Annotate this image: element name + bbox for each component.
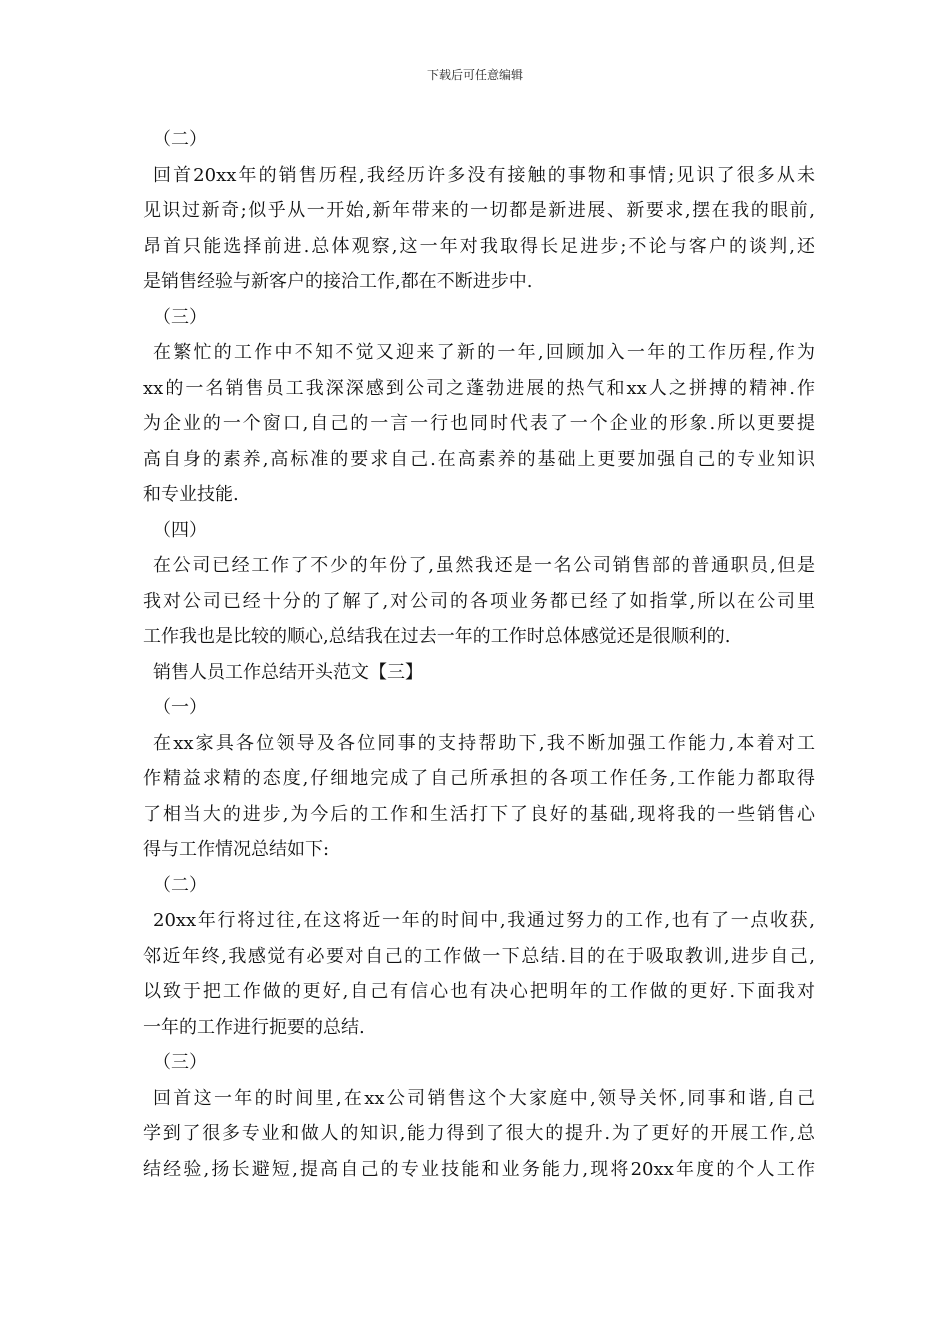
text-line: 昂首只能选择前进.总体观察,这一年对我取得长足进步;不论与客户的谈判,还 — [143, 235, 815, 257]
text-line: 在xx家具各位领导及各位同事的支持帮助下,我不断加强工作能力,本着对工 — [153, 732, 815, 754]
text-line: 和专业技能. — [143, 484, 239, 505]
text-line: （三） — [153, 1052, 207, 1073]
text-line: 一年的工作进行扼要的总结. — [143, 1016, 365, 1038]
text-line: 以致于把工作做的更好,自己有信心也有决心把明年的工作做的更好.下面我对 — [143, 981, 815, 1002]
text-line: 是销售经验与新客户的接洽工作,都在不断进步中. — [143, 271, 533, 292]
text-line: （四） — [153, 519, 207, 541]
text-line: 在繁忙的工作中不知不觉又迎来了新的一年,回顾加入一年的工作历程,作为 — [153, 342, 815, 363]
document-body — [143, 122, 815, 1187]
text-line: 见识过新奇;似乎从一开始,新年带来的一切都是新进展、新要求,摆在我的眼前, — [143, 200, 815, 221]
text-line: （二） — [153, 874, 207, 896]
text-line: （二） — [153, 129, 207, 150]
text-line: 工作我也是比较的顺心,总结我在过去一年的工作时总体感觉还是很顺利的. — [143, 626, 731, 647]
text-line: 为企业的一个窗口,自己的一言一行也同时代表了一个企业的形象.所以更要提 — [143, 413, 815, 434]
text-line: 在公司已经工作了不少的年份了,虽然我还是一名公司销售部的普通职员,但是 — [153, 555, 815, 576]
text-line: 得与工作情况总结如下: — [143, 839, 330, 860]
text-line: 销售人员工作总结开头范文【三】 — [153, 661, 423, 683]
text-line: 20xx年行将过往,在这将近一年的时间中,我通过努力的工作,也有了一点收获, — [153, 910, 815, 931]
text-line: 高自身的素养,高标准的要求自己.在高素养的基础上更要加强自己的专业知识 — [143, 448, 815, 470]
text-line: xx的一名销售员工我深深感到公司之蓬勃进展的热气和xx人之拼搏的精神.作 — [143, 377, 815, 399]
text-line: 我对公司已经十分的了解了,对公司的各项业务都已经了如指掌,所以在公司里 — [143, 590, 815, 612]
text-line: 结经验,扬长避短,提高自己的专业技能和业务能力,现将20xx年度的个人工作 — [143, 1158, 815, 1180]
text-line: 学到了很多专业和做人的知识,能力得到了很大的提升.为了更好的开展工作,总 — [143, 1123, 815, 1144]
page-header: 下载后可任意编辑 — [426, 68, 523, 82]
text-line: 了相当大的进步,为今后的工作和生活打下了良好的基础,现将我的一些销售心 — [143, 803, 815, 825]
text-line: 作精益求精的态度,仔细地完成了自己所承担的各项工作任务,工作能力都取得 — [143, 768, 815, 789]
text-line: 回首20xx年的销售历程,我经历许多没有接触的事物和事情;见识了很多从未 — [153, 164, 815, 186]
text-line: 邻近年终,我感觉有必要对自己的工作做一下总结.目的在于吸取教训,进步自己, — [143, 945, 815, 967]
text-line: 回首这一年的时间里,在xx公司销售这个大家庭中,领导关怀,同事和谐,自己 — [153, 1087, 815, 1109]
text-line: （一） — [153, 697, 207, 718]
text-line: （三） — [153, 306, 207, 328]
